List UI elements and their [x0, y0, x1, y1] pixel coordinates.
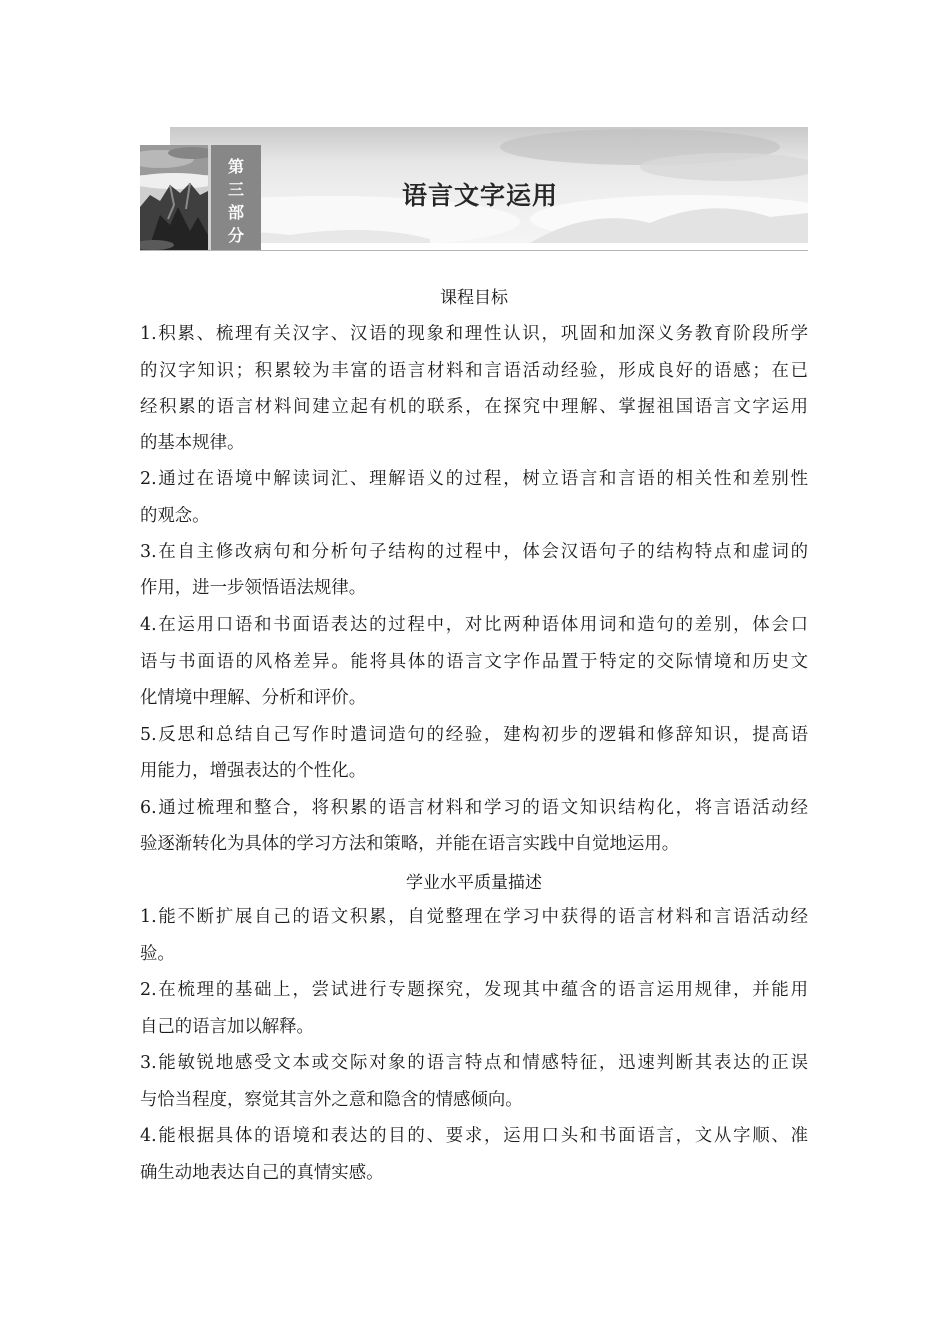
paragraph-line: 的基本规律。 — [140, 433, 245, 453]
paragraph-line: 的观念。 — [140, 506, 210, 526]
paragraph-line: 1.积累、梳理有关汉字、汉语的现象和理性认识，巩固和加深义务教育阶段所学 — [140, 324, 808, 344]
paragraph-line: 验。 — [140, 944, 175, 964]
paragraph-line: 作用，进一步领悟语法规律。 — [140, 578, 367, 598]
paragraph-line: 用能力，增强表达的个性化。 — [140, 761, 367, 781]
paragraph-line: 4.在运用口语和书面语表达的过程中，对比两种语体用词和造句的差别，体会口 — [140, 615, 808, 635]
part-label-tab — [208, 145, 261, 251]
mountain-photo — [140, 145, 208, 251]
paragraph-line: 与恰当程度，察觉其言外之意和隐含的情感倾向。 — [140, 1090, 523, 1110]
part-label-char: 分 — [227, 226, 244, 245]
paragraph-line: 1.能不断扩展自己的语文积累，自觉整理在学习中获得的语言材料和言语活动经 — [140, 907, 808, 927]
paragraph-line: 验逐渐转化为具体的学习方法和策略，并能在语言实践中自觉地运用。 — [140, 834, 680, 854]
paragraph-line: 语与书面语的风格差异。能将具体的语言文字作品置于特定的交际情境和历史文 — [140, 652, 808, 672]
section-heading-goals: 课程目标 — [440, 288, 508, 308]
section-banner — [140, 127, 808, 252]
banner-divider — [140, 250, 808, 251]
paragraph-line: 6.通过梳理和整合，将积累的语言材料和学习的语文知识结构化，将言语活动经 — [140, 798, 808, 818]
part-label-char: 第 — [227, 157, 244, 176]
paragraph-line: 3.在自主修改病句和分析句子结构的过程中，体会汉语句子的结构特点和虚词的 — [140, 542, 808, 562]
paragraph-line: 化情境中理解、分析和评价。 — [140, 688, 367, 708]
paragraph-line: 2.通过在语境中解读词汇、理解语义的过程，树立语言和言语的相关性和差别性 — [140, 469, 808, 489]
paragraph-line: 确生动地表达自己的真情实感。 — [140, 1163, 384, 1183]
paragraph-line: 4.能根据具体的语境和表达的目的、要求，运用口头和书面语言，文从字顺、准 — [140, 1126, 808, 1146]
paragraph-line: 自己的语言加以解释。 — [140, 1017, 314, 1037]
part-title: 语言文字运用 — [402, 181, 559, 210]
paragraph-line: 经积累的语言材料间建立起有机的联系，在探究中理解、掌握祖国语言文字运用 — [140, 397, 808, 417]
paragraph-line: 的汉字知识；积累较为丰富的语言材料和言语活动经验，形成良好的语感；在已 — [140, 361, 808, 381]
paragraph-line: 3.能敏锐地感受文本或交际对象的语言特点和情感特征，迅速判断其表达的正误 — [140, 1053, 808, 1073]
paragraph-line: 5.反思和总结自己写作时遣词造句的经验，建构初步的逻辑和修辞知识，提高语 — [140, 725, 808, 745]
part-label-char: 三 — [227, 180, 244, 199]
paragraph-line: 2.在梳理的基础上，尝试进行专题探究，发现其中蕴含的语言运用规律，并能用 — [140, 980, 808, 1000]
part-label-char: 部 — [227, 203, 244, 222]
section-heading-quality: 学业水平质量描述 — [406, 873, 542, 893]
